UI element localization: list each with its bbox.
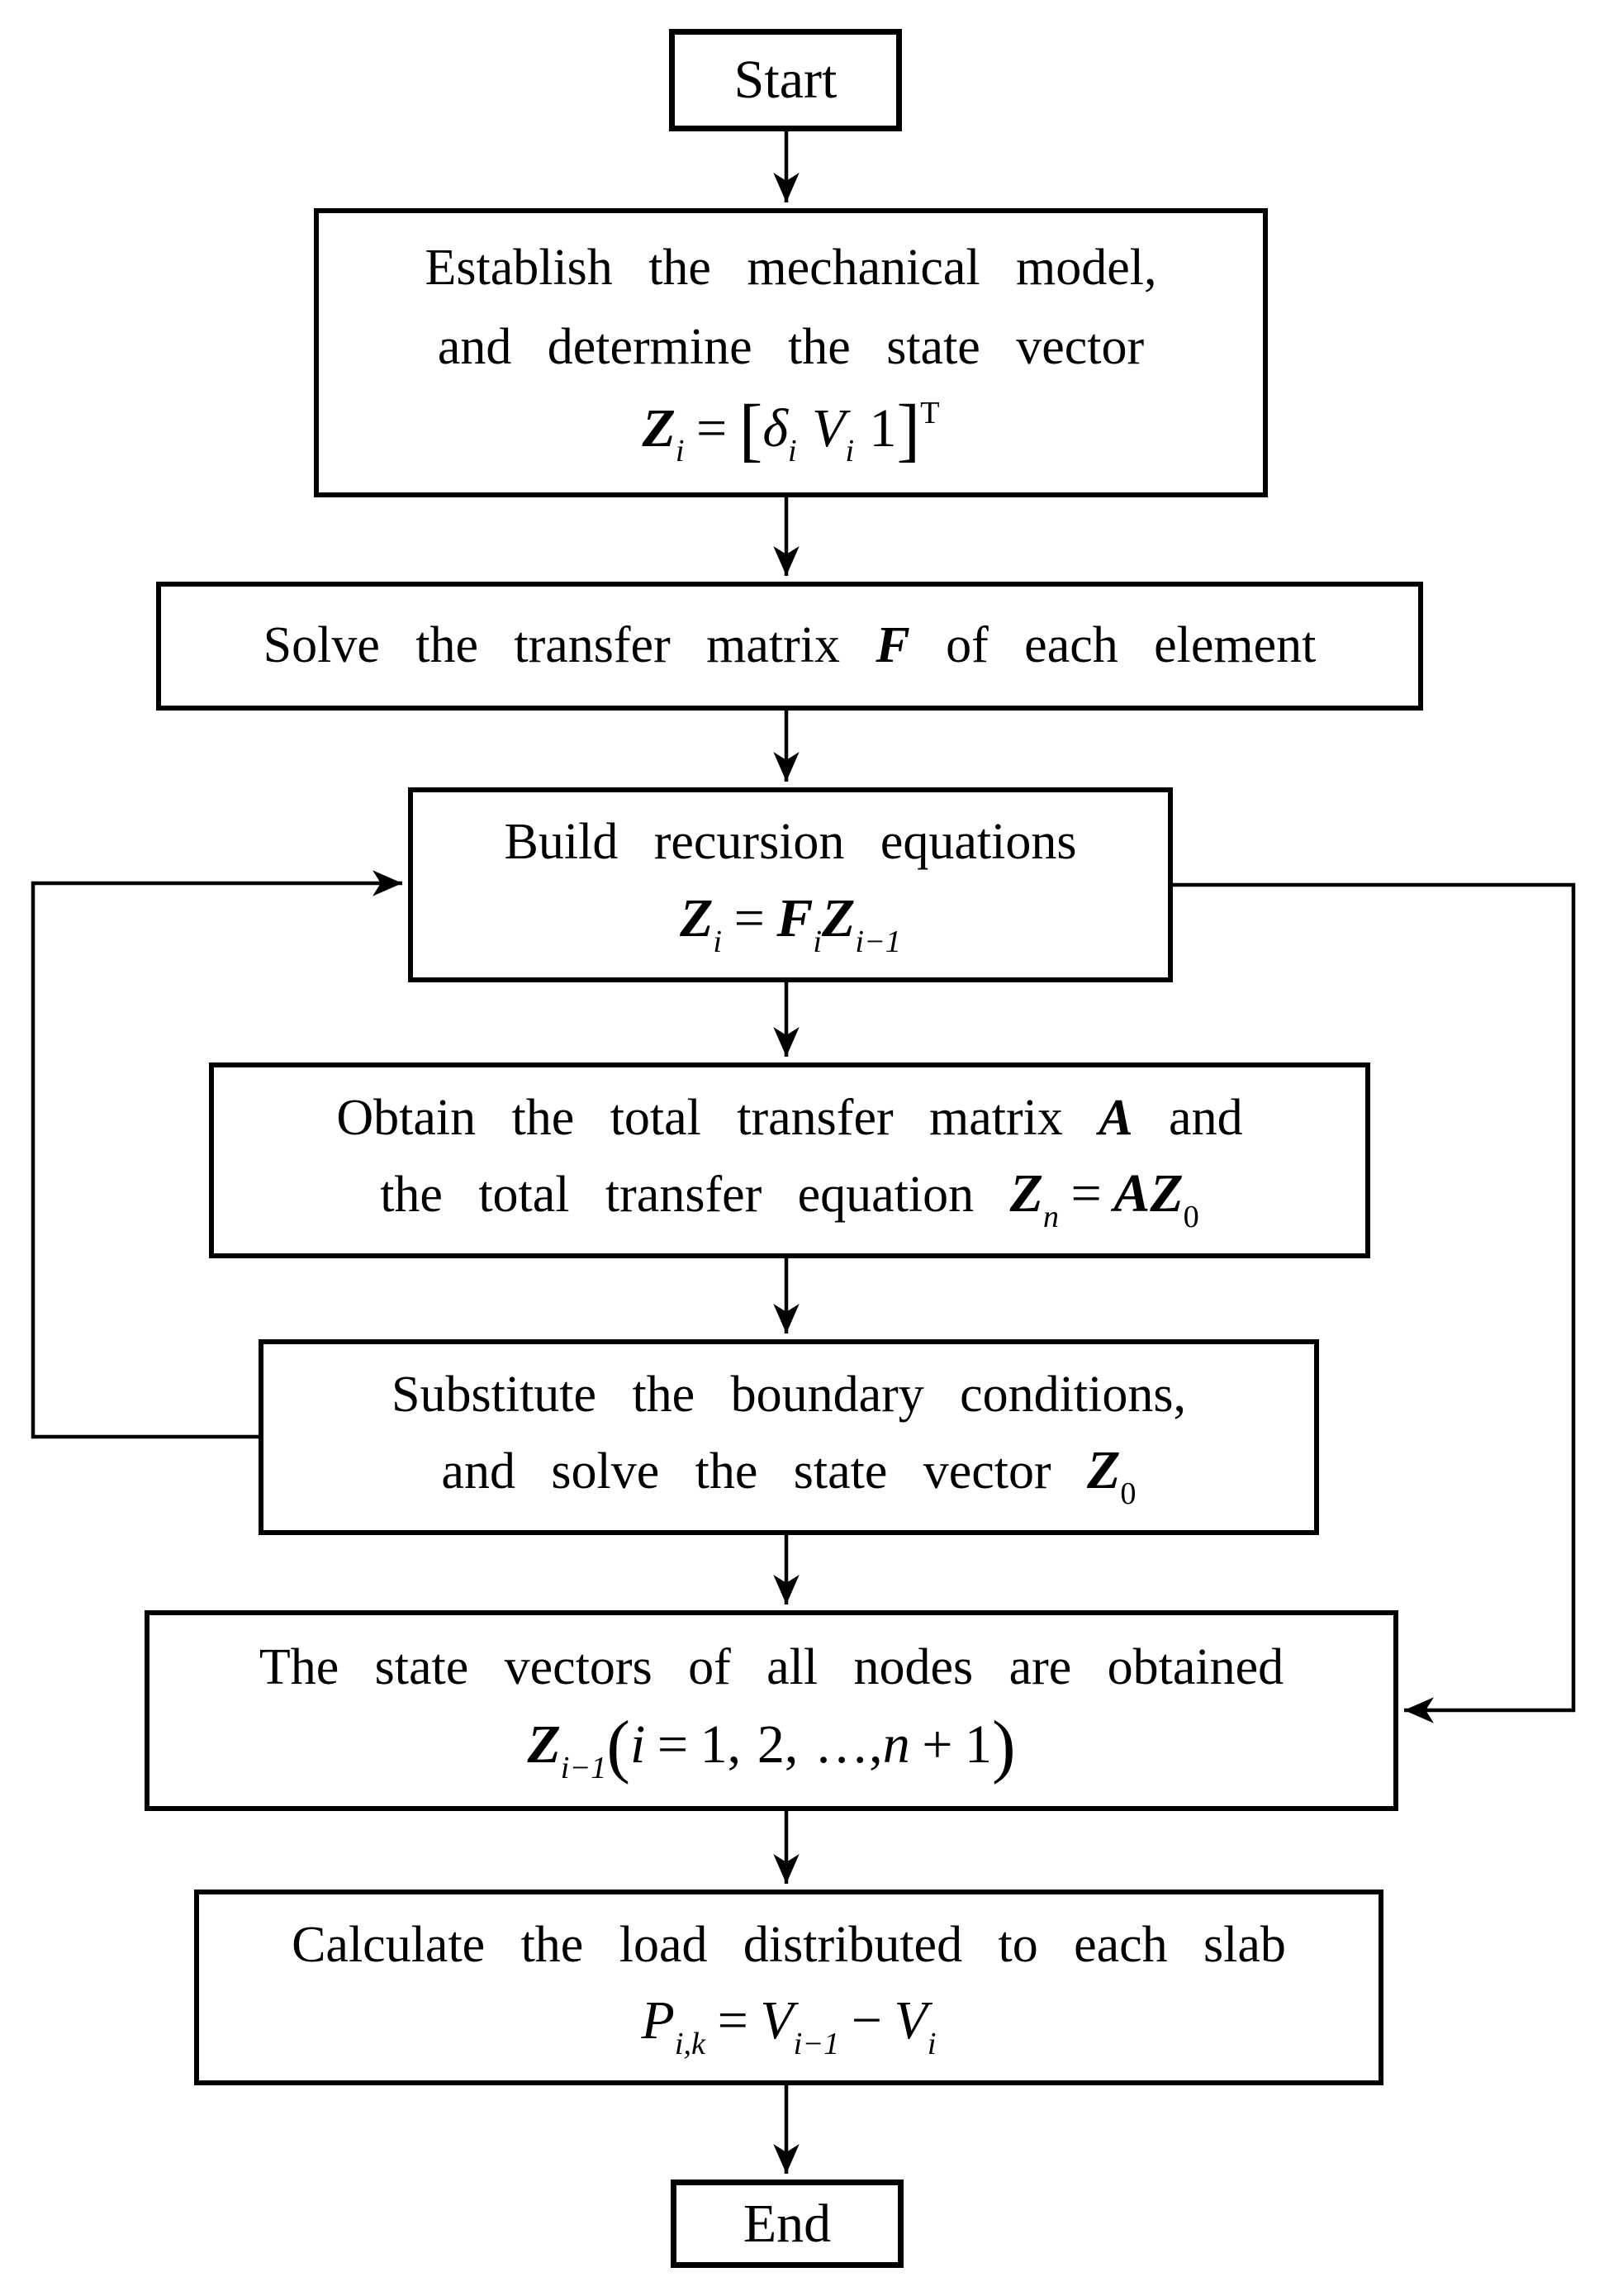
sequence-text: 1, 2, …,: [700, 1714, 883, 1775]
calculate-line1: Calculate the load distributed to each slab: [292, 1916, 1286, 1973]
equals-sign: =: [717, 1990, 748, 2051]
forward-line-build-to-statevectors: [1173, 885, 1573, 1710]
subscript-n: n: [1042, 1200, 1060, 1235]
symbol-one: 1: [964, 1714, 992, 1775]
node-obtain-total-matrix: [209, 1062, 1370, 1258]
symbol-V: V: [760, 1990, 794, 2051]
symbol-one: 1: [869, 397, 897, 459]
subscript-i: i: [675, 434, 685, 469]
obtain-text-pre: Obtain the total transfer matrix: [336, 1089, 1063, 1146]
minus-sign: −: [851, 1990, 882, 2051]
solve-line: [263, 617, 1317, 674]
obtain-line2: [380, 1163, 1199, 1235]
subscript-i: i: [927, 2027, 937, 2062]
subscript-i: i: [845, 434, 855, 469]
left-paren: (: [606, 1707, 630, 1786]
subscript-i-k: i,k: [674, 2027, 706, 2062]
symbol-i: i: [629, 1714, 646, 1775]
establish-formula: [642, 390, 940, 469]
subscript-0: 0: [1120, 1476, 1137, 1512]
obtain-formula: [1009, 1163, 1199, 1235]
subscript-i: i: [813, 924, 822, 959]
subscript-i-minus-1: i−1: [793, 2027, 840, 2062]
substitute-formula: [1087, 1440, 1137, 1512]
node-establish-model: [314, 208, 1268, 497]
symbol-F: F: [876, 617, 910, 674]
statevectors-line1: The state vectors of all nodes are obtained: [259, 1638, 1284, 1695]
build-formula: [680, 887, 901, 959]
subscript-i: i: [788, 434, 797, 469]
equals-sign: =: [657, 1714, 689, 1775]
symbol-delta: δ: [762, 397, 788, 459]
symbol-V: V: [812, 397, 846, 459]
right-paren: ): [991, 1707, 1016, 1786]
equals-sign: =: [1070, 1163, 1102, 1224]
establish-line2: and determine the state vector: [437, 318, 1145, 375]
subscript-i-minus-1: i−1: [855, 924, 901, 959]
establish-line1: Establish the mechanical model,: [425, 240, 1157, 297]
symbol-Z: Z: [821, 887, 856, 948]
symbol-Z: Z: [680, 887, 714, 948]
node-solve-transfer-matrix: [156, 582, 1423, 711]
symbol-Z: Z: [642, 397, 676, 459]
node-state-vectors-obtained: [145, 1610, 1398, 1811]
equals-sign: =: [733, 887, 765, 948]
statevectors-formula: [527, 1707, 1016, 1786]
obtain-line1: [336, 1090, 1242, 1147]
solve-text-pre: Solve the transfer matrix: [263, 617, 840, 674]
obtain-text-post: and: [1169, 1089, 1243, 1146]
symbol-Z: Z: [1087, 1440, 1121, 1501]
node-start: [669, 29, 902, 131]
subscript-i-minus-1: i−1: [560, 1751, 607, 1786]
node-build-recursion: [408, 787, 1173, 982]
build-line1: Build recursion equations: [504, 814, 1077, 871]
superscript-T: T: [920, 396, 940, 431]
substitute-line1: Substitute the boundary conditions,: [392, 1366, 1186, 1423]
symbol-V: V: [894, 1990, 928, 2051]
calculate-formula: [641, 1990, 937, 2062]
symbol-Z: Z: [527, 1714, 561, 1775]
solve-text-post: of each element: [946, 617, 1317, 674]
node-substitute-boundary: [259, 1339, 1319, 1535]
symbol-A: A: [1099, 1089, 1133, 1146]
symbol-n: n: [882, 1714, 910, 1775]
node-end: [671, 2180, 904, 2268]
plus-sign: +: [922, 1714, 953, 1775]
symbol-F: F: [776, 887, 814, 948]
substitute-text-line2: and solve the state vector: [441, 1443, 1051, 1500]
start-label: Start: [733, 50, 838, 110]
end-label: End: [743, 2193, 832, 2254]
subscript-0: 0: [1183, 1200, 1199, 1235]
symbol-Z: Z: [1009, 1163, 1043, 1224]
left-bracket: [: [738, 390, 763, 469]
node-calculate-load: [194, 1890, 1383, 2085]
symbol-A: A: [1113, 1163, 1151, 1224]
substitute-line2: [441, 1440, 1137, 1512]
symbol-Z: Z: [1150, 1163, 1184, 1224]
subscript-i: i: [713, 924, 723, 959]
equals-sign: =: [695, 397, 728, 459]
obtain-text-line2: the total transfer equation: [380, 1167, 975, 1224]
symbol-P: P: [641, 1990, 675, 2051]
right-bracket: ]: [896, 390, 921, 469]
